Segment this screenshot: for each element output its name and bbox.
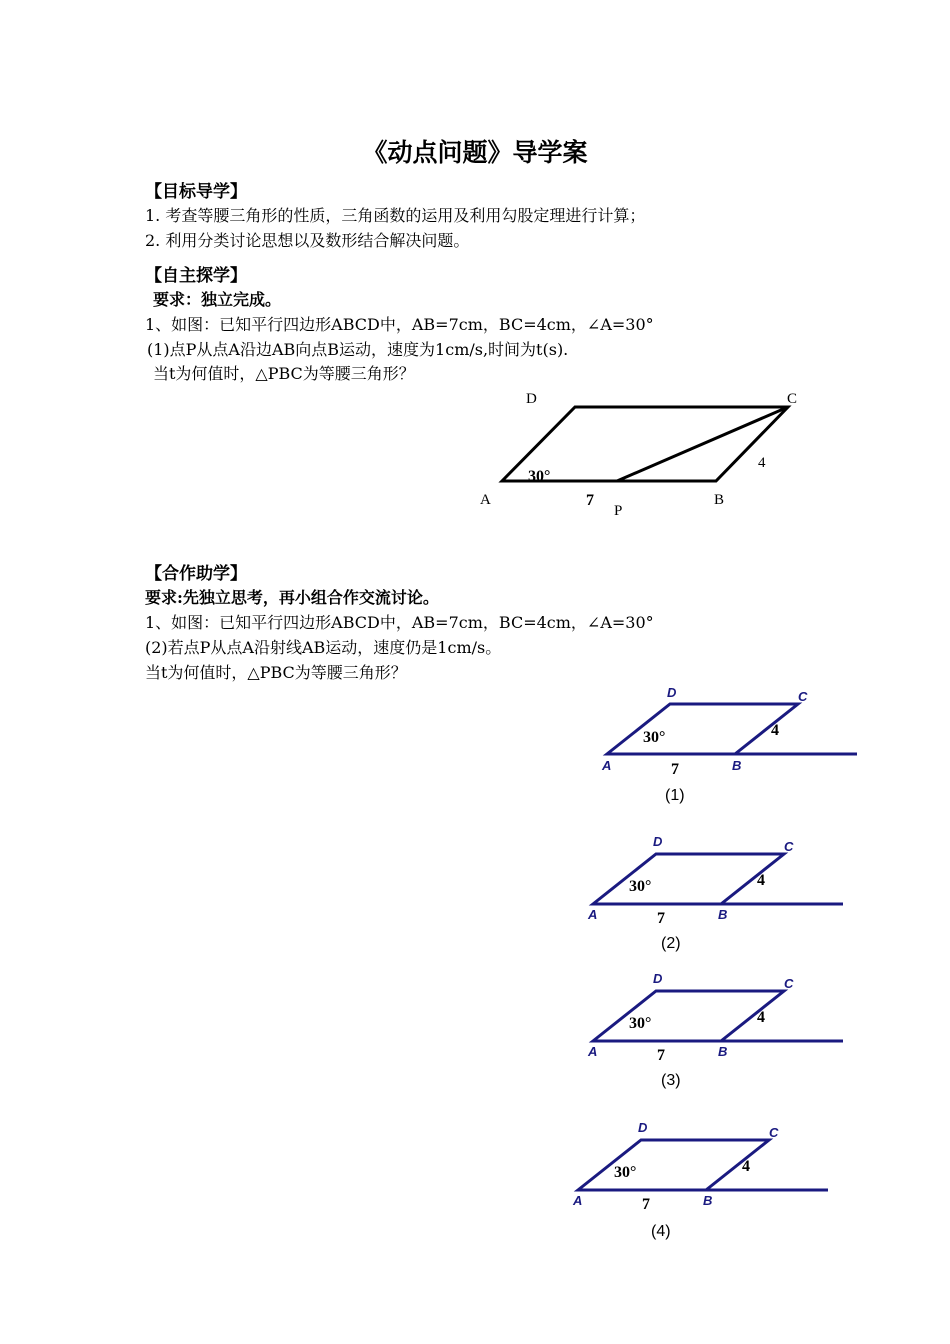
goals-heading: 【目标导学】 — [145, 182, 247, 202]
ab-length-label: 7 — [642, 1196, 650, 1213]
self-study-heading: 【自主探学】 — [145, 266, 247, 286]
angle-label: 30° — [614, 1164, 637, 1181]
ab-length-label: 7 — [657, 910, 665, 927]
bc-length-label: 4 — [758, 455, 766, 471]
ray-figure-3 — [583, 971, 853, 1095]
label-d: D — [526, 391, 537, 407]
ab-length-label: 7 — [671, 761, 679, 778]
label-c: C — [798, 689, 808, 704]
angle-label: 30° — [643, 729, 666, 746]
label-a: A — [588, 907, 598, 922]
ray-figure-1 — [595, 684, 865, 808]
ab-length-label: 7 — [657, 1047, 665, 1064]
label-a: A — [573, 1193, 583, 1208]
parallelogram-figure-main — [470, 385, 810, 525]
self-study-requirement: 要求：独立完成。 — [153, 290, 282, 309]
coop-question: 当t为何值时，△PBC为等腰三角形？ — [145, 663, 407, 682]
goal-item-2: 2. 利用分类讨论思想以及数形结合解决问题。 — [145, 231, 470, 250]
coop-part2: (2)若点P从点A沿射线AB运动，速度仍是1cm/s。 — [145, 638, 502, 657]
label-p: P — [614, 503, 623, 519]
label-c: C — [784, 976, 794, 991]
angle-label: 30° — [629, 1015, 652, 1032]
label-b: B — [718, 907, 728, 922]
coop-problem: 1、如图：已知平行四边形ABCD中，AB=7cm，BC=4cm，∠A=30° — [145, 613, 654, 632]
label-c: C — [787, 391, 798, 407]
bc-length-label: 4 — [757, 872, 765, 889]
coop-requirement: 要求:先独立思考，再小组合作交流讨论。 — [145, 588, 439, 607]
angle-label: 30° — [528, 468, 551, 485]
label-b: B — [714, 492, 725, 508]
figure-caption: (1) — [665, 787, 685, 804]
bc-length-label: 4 — [742, 1158, 750, 1175]
self-study-part1: (1)点P从点A沿边AB向点B运动，速度为1cm/s,时间为t(s). — [147, 340, 569, 359]
figure-caption: (3) — [661, 1072, 681, 1089]
ray-figure-4 — [568, 1120, 838, 1244]
figure-caption: (2) — [661, 935, 681, 952]
label-a: A — [602, 758, 612, 773]
label-c: C — [769, 1125, 779, 1140]
coop-heading: 【合作助学】 — [145, 564, 247, 584]
figure-caption: (4) — [651, 1223, 671, 1240]
self-study-problem: 1、如图：已知平行四边形ABCD中，AB=7cm，BC=4cm，∠A=30° — [145, 315, 654, 334]
label-a: A — [588, 1044, 598, 1059]
ray-figure-2 — [583, 834, 853, 958]
self-study-question: 当t为何值时，△PBC为等腰三角形？ — [153, 364, 415, 383]
page-title: 《动点问题》导学案 — [362, 138, 588, 167]
label-b: B — [703, 1193, 713, 1208]
label-d: D — [653, 834, 663, 849]
goal-item-1: 1. 考查等腰三角形的性质，三角函数的运用及利用勾股定理进行计算； — [145, 206, 646, 225]
label-d: D — [653, 971, 663, 986]
ab-length-label: 7 — [586, 492, 594, 509]
label-d: D — [638, 1120, 648, 1135]
angle-label: 30° — [629, 878, 652, 895]
label-c: C — [784, 839, 794, 854]
label-b: B — [718, 1044, 728, 1059]
bc-length-label: 4 — [757, 1009, 765, 1026]
label-b: B — [732, 758, 742, 773]
label-d: D — [667, 685, 677, 700]
bc-length-label: 4 — [771, 722, 779, 739]
label-a: A — [480, 492, 491, 508]
